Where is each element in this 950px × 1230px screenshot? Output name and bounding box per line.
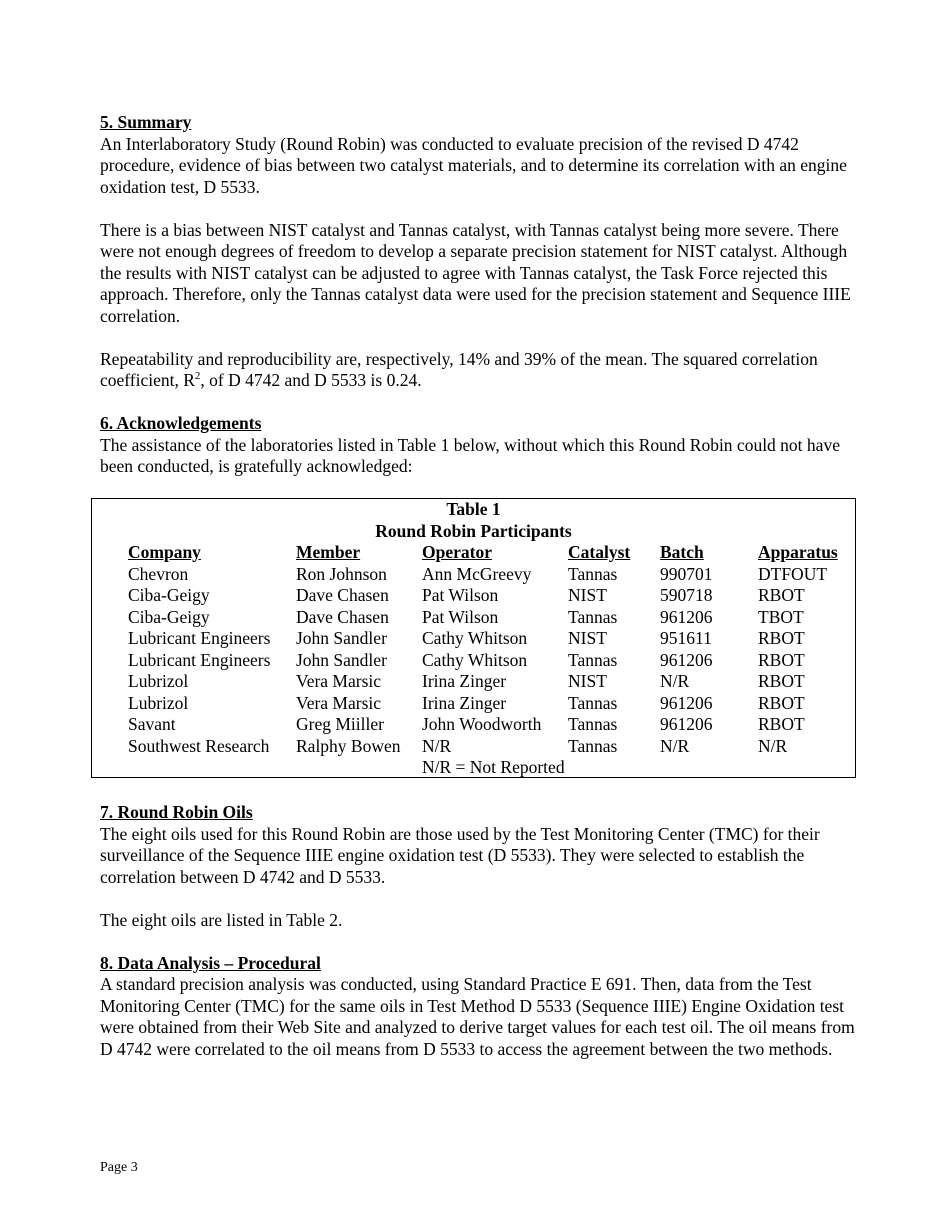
acknowledgements-heading: 6. Acknowledgements (100, 413, 262, 433)
cell-catalyst: Tannas (568, 563, 618, 584)
participants-table (128, 542, 848, 779)
cell-operator: Ann McGreevy (422, 563, 532, 584)
cell-company: Lubricant Engineers (128, 649, 271, 670)
cell-catalyst: NIST (568, 628, 607, 648)
col-batch: Batch (660, 542, 704, 562)
cell-operator: John Woodworth (422, 714, 542, 734)
cell-catalyst: Tannas (568, 649, 618, 670)
table-note: N/R = Not Reported (422, 757, 565, 777)
cell-member: Ron Johnson (296, 563, 387, 584)
oils-heading: 7. Round Robin Oils (100, 802, 253, 822)
cell-batch: N/R (660, 671, 690, 691)
page-body (100, 112, 860, 478)
oils-section (100, 802, 860, 953)
acknowledgements-section (100, 413, 860, 478)
cell-batch: 990701 (660, 563, 713, 584)
cell-batch: 961206 (660, 649, 713, 670)
cell-apparatus: RBOT (758, 585, 805, 605)
table-caption (92, 499, 855, 542)
cell-operator: N/R (422, 735, 452, 756)
cell-apparatus: RBOT (758, 628, 805, 648)
acknowledgements-paragraph: The assistance of the laboratories listed in Table 1 below, without which this Round Robin could not have been conducted, is gratefully acknowledged: (100, 434, 840, 476)
analysis-paragraph: A standard precision analysis was conducted, using Standard Practice E 691. Then, data from the Test Monitoring Center (TMC) for the same oils in Test Method D 5533 (Sequence IIIE) Engine Oxidation test were obtained from their Web Site and analyzed to derive target values for each test oil. The oil means from D 4742 were correlated to the oil means from D 5533 to access the agreement between the two methods. (100, 974, 855, 1059)
cell-member: Vera Marsic (296, 671, 382, 691)
summary-p3-text-b: , of D 4742 and D 5533 is 0.24. (200, 370, 422, 390)
cell-company: Savant (128, 714, 176, 734)
cell-company: Lubrizol (128, 692, 189, 713)
cell-apparatus: TBOT (758, 606, 804, 627)
oils-paragraph-2: The eight oils are listed in Table 2. (100, 909, 343, 930)
cell-batch: 590718 (660, 585, 713, 605)
table-row (128, 564, 848, 586)
cell-company: Lubrizol (128, 671, 189, 691)
cell-operator: Cathy Whitson (422, 628, 528, 648)
cell-operator: Pat Wilson (422, 606, 499, 627)
cell-batch: 951611 (660, 628, 712, 648)
col-company: Company (128, 542, 201, 562)
cell-member: John Sandler (296, 649, 387, 670)
summary-heading: 5. Summary (100, 112, 192, 132)
cell-apparatus: RBOT (758, 692, 805, 713)
cell-operator: Cathy Whitson (422, 649, 528, 670)
oils-paragraph-1: The eight oils used for this Round Robin are those used by the Test Monitoring Center (TMC) for their surveillance of the Sequence IIIE engine oxidation test (D 5533). They were selected to establish the correlation between D 4742 and D 5533. (100, 823, 820, 887)
cell-catalyst: Tannas (568, 692, 618, 713)
summary-p3-text-a: Repeatability and reproducibility are, respectively, 14% and 39% of the mean. The squared correlation coefficient, R (100, 348, 818, 390)
cell-apparatus: DTFOUT (758, 563, 828, 584)
col-apparatus: Apparatus (758, 542, 838, 562)
col-member: Member (296, 542, 361, 562)
table-note-row (128, 757, 848, 779)
cell-company: Ciba-Geigy (128, 585, 210, 605)
cell-operator: Irina Zinger (422, 671, 507, 691)
cell-company: Ciba-Geigy (128, 606, 210, 627)
cell-apparatus: N/R (758, 735, 788, 756)
summary-paragraph-2: There is a bias between NIST catalyst and Tannas catalyst, with Tannas catalyst being more severe. There were not enough degrees of freedom to develop a separate precision statement for NIST catalyst. Although the results with NIST catalyst can be adjusted to agree with Tannas catalyst, the Task Force rejected this approach. Therefore, only the Tannas catalyst data were used for the precision statement and Sequence IIIE correlation. (100, 219, 851, 326)
cell-catalyst: Tannas (568, 714, 618, 734)
table-row (128, 736, 848, 758)
cell-batch: N/R (660, 735, 690, 756)
page-number: Page 3 (100, 1160, 138, 1175)
cell-member: Vera Marsic (296, 692, 382, 713)
table-subtitle: Round Robin Participants (375, 520, 572, 541)
cell-member: Dave Chasen (296, 606, 389, 627)
cell-member: John Sandler (296, 628, 387, 648)
table-row (128, 607, 848, 629)
cell-catalyst: Tannas (568, 606, 618, 627)
analysis-section (100, 953, 860, 1061)
table-row (128, 585, 848, 607)
table-row (128, 714, 848, 736)
table-header-row (128, 542, 848, 564)
cell-company: Southwest Research (128, 735, 270, 756)
summary-section (100, 112, 860, 413)
cell-member: Dave Chasen (296, 585, 389, 605)
cell-batch: 961206 (660, 606, 713, 627)
cell-operator: Irina Zinger (422, 692, 507, 713)
summary-paragraph-3 (100, 349, 860, 392)
col-operator: Operator (422, 542, 492, 562)
cell-apparatus: RBOT (758, 671, 805, 691)
cell-operator: Pat Wilson (422, 585, 499, 605)
superscript-2: 2 (194, 370, 201, 383)
cell-batch: 961206 (660, 692, 713, 713)
table-row (128, 628, 848, 650)
analysis-heading: 8. Data Analysis – Procedural (100, 952, 321, 973)
table-row (128, 650, 848, 672)
table-title: Table 1 (446, 499, 501, 519)
cell-apparatus: RBOT (758, 714, 805, 734)
table-row (128, 671, 848, 693)
cell-member: Greg Miiller (296, 714, 384, 734)
table-row (128, 693, 848, 715)
page-body-lower (100, 802, 860, 1060)
cell-batch: 961206 (660, 714, 713, 734)
summary-paragraph-1: An Interlaboratory Study (Round Robin) was conducted to evaluate precision of the revised D 4742 procedure, evidence of bias between two catalyst materials, and to determine its correlation with an engine oxidation test, D 5533. (100, 133, 847, 197)
col-catalyst: Catalyst (568, 542, 631, 562)
cell-catalyst: NIST (568, 671, 607, 691)
cell-member: Ralphy Bowen (296, 735, 401, 756)
cell-company: Lubricant Engineers (128, 628, 271, 648)
cell-apparatus: RBOT (758, 649, 805, 670)
participants-table-box (91, 498, 856, 778)
cell-company: Chevron (128, 563, 189, 584)
cell-catalyst: Tannas (568, 735, 618, 756)
cell-catalyst: NIST (568, 585, 607, 605)
